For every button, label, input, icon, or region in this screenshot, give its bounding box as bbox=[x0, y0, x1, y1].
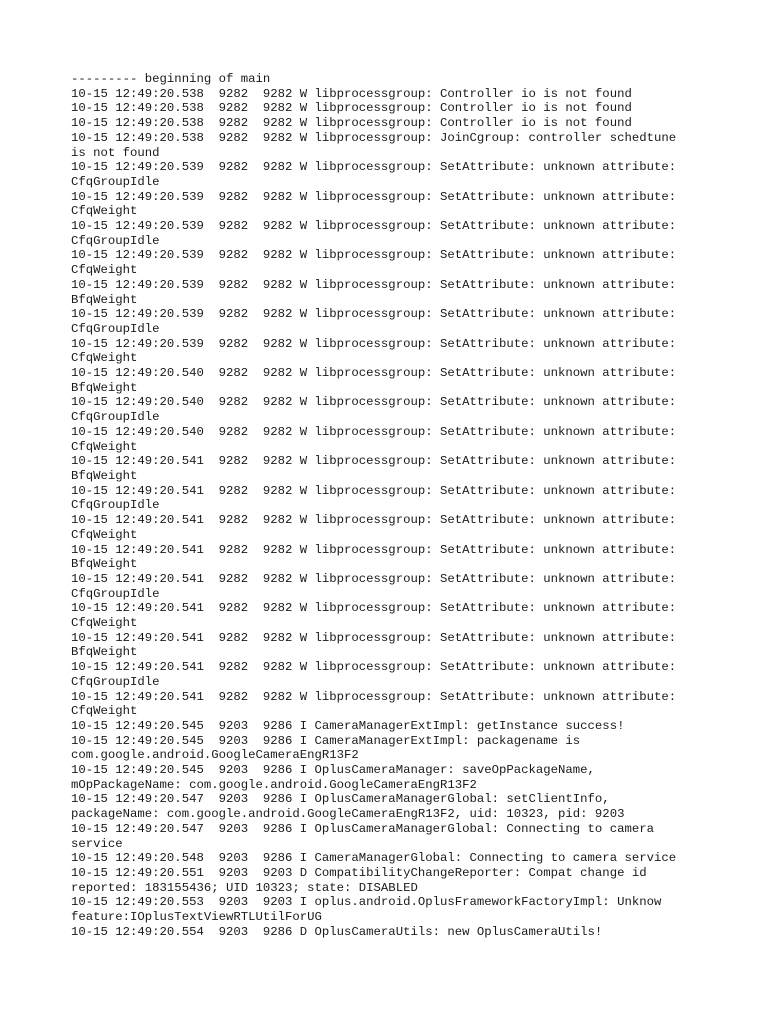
log-line: 10-15 12:49:20.541 9282 9282 W libprocessgroup: SetAttribute: unknown attribute: CfqGroupIdle bbox=[71, 660, 677, 689]
log-line: 10-15 12:49:20.539 9282 9282 W libprocessgroup: SetAttribute: unknown attribute: CfqWeight bbox=[71, 248, 677, 278]
log-line: 10-15 12:49:20.545 9203 9286 I CameraManagerExtImpl: getInstance success! bbox=[71, 718, 625, 733]
log-line: 10-15 12:49:20.540 9282 9282 W libprocessgroup: SetAttribute: unknown attribute: BfqWeight bbox=[71, 366, 677, 395]
log-line: --------- beginning of main bbox=[71, 72, 271, 86]
log-line: 10-15 12:49:20.538 9282 9282 W libprocessgroup: JoinCgroup: controller schedtune is not found bbox=[71, 130, 677, 160]
log-line: 10-15 12:49:20.538 9282 9282 W libprocessgroup: Controller io is not found bbox=[71, 101, 632, 116]
log-line: 10-15 12:49:20.541 9282 9282 W libprocessgroup: SetAttribute: unknown attribute: CfqGroupIdle bbox=[71, 571, 677, 601]
log-line: 10-15 12:49:20.541 9282 9282 W libprocessgroup: SetAttribute: unknown attribute: BfqWeight bbox=[71, 630, 677, 660]
log-line: 10-15 12:49:20.545 9203 9286 I CameraManagerExtImpl: packagename is com.google.android.GoogleCameraEngR13F2 bbox=[71, 733, 581, 763]
log-line: 10-15 12:49:20.539 9282 9282 W libprocessgroup: SetAttribute: unknown attribute: CfqGroupIdle bbox=[71, 219, 677, 248]
log-line: 10-15 12:49:20.541 9282 9282 W libprocessgroup: SetAttribute: unknown attribute: CfqWeight bbox=[71, 513, 677, 542]
log-line: 10-15 12:49:20.540 9282 9282 W libprocessgroup: SetAttribute: unknown attribute: CfqGroupIdle bbox=[71, 395, 677, 425]
log-line: 10-15 12:49:20.548 9203 9286 I CameraManagerGlobal: Connecting to camera service bbox=[71, 851, 677, 866]
log-line: 10-15 12:49:20.554 9203 9286 D OplusCameraUtils: new OplusCameraUtils! bbox=[71, 924, 603, 939]
log-line: 10-15 12:49:20.541 9282 9282 W libprocessgroup: SetAttribute: unknown attribute: BfqWeight bbox=[71, 454, 677, 483]
log-line: 10-15 12:49:20.538 9282 9282 W libprocessgroup: Controller io is not found bbox=[71, 116, 632, 131]
log-document bbox=[71, 72, 701, 939]
log-line: 10-15 12:49:20.541 9282 9282 W libprocessgroup: SetAttribute: unknown attribute: BfqWeight bbox=[71, 542, 677, 572]
log-line: 10-15 12:49:20.541 9282 9282 W libprocessgroup: SetAttribute: unknown attribute: CfqGroupIdle bbox=[71, 483, 677, 513]
log-line: 10-15 12:49:20.547 9203 9286 I OplusCameraManagerGlobal: Connecting to camera service bbox=[71, 821, 654, 851]
log-line: 10-15 12:49:20.539 9282 9282 W libprocessgroup: SetAttribute: unknown attribute: BfqWeight bbox=[71, 277, 677, 307]
log-line: 10-15 12:49:20.539 9282 9282 W libprocessgroup: SetAttribute: unknown attribute: CfqWeight bbox=[71, 336, 677, 366]
log-line: 10-15 12:49:20.538 9282 9282 W libprocessgroup: Controller io is not found bbox=[71, 86, 632, 101]
log-line: 10-15 12:49:20.539 9282 9282 W libprocessgroup: SetAttribute: unknown attribute: CfqGroupIdle bbox=[71, 160, 677, 189]
log-line: 10-15 12:49:20.551 9203 9203 D CompatibilityChangeReporter: Compat change id reported: 183155436; UID 10323; state: DISABLED bbox=[71, 865, 647, 895]
log-line: 10-15 12:49:20.539 9282 9282 W libprocessgroup: SetAttribute: unknown attribute: CfqWeight bbox=[71, 189, 677, 219]
log-line: 10-15 12:49:20.553 9203 9203 I oplus.android.OplusFrameworkFactoryImpl: Unknow feature:IOplusTextViewRTLUtilForUG bbox=[71, 895, 662, 925]
log-line: 10-15 12:49:20.541 9282 9282 W libprocessgroup: SetAttribute: unknown attribute: CfqWeight bbox=[71, 601, 677, 631]
log-line: 10-15 12:49:20.547 9203 9286 I OplusCameraManagerGlobal: setClientInfo, packageName: com.google.android.GoogleCameraEngR13F2, uid: 10323, pid: 9203 bbox=[71, 792, 625, 822]
log-line: 10-15 12:49:20.539 9282 9282 W libprocessgroup: SetAttribute: unknown attribute: CfqGroupIdle bbox=[71, 307, 677, 336]
log-line: 10-15 12:49:20.541 9282 9282 W libprocessgroup: SetAttribute: unknown attribute: CfqWeight bbox=[71, 689, 677, 719]
log-line: 10-15 12:49:20.545 9203 9286 I OplusCameraManager: saveOpPackageName, mOpPackageName: com.google.android.GoogleCameraEngR13F2 bbox=[71, 763, 595, 792]
log-line: 10-15 12:49:20.540 9282 9282 W libprocessgroup: SetAttribute: unknown attribute: CfqWeight bbox=[71, 424, 677, 454]
